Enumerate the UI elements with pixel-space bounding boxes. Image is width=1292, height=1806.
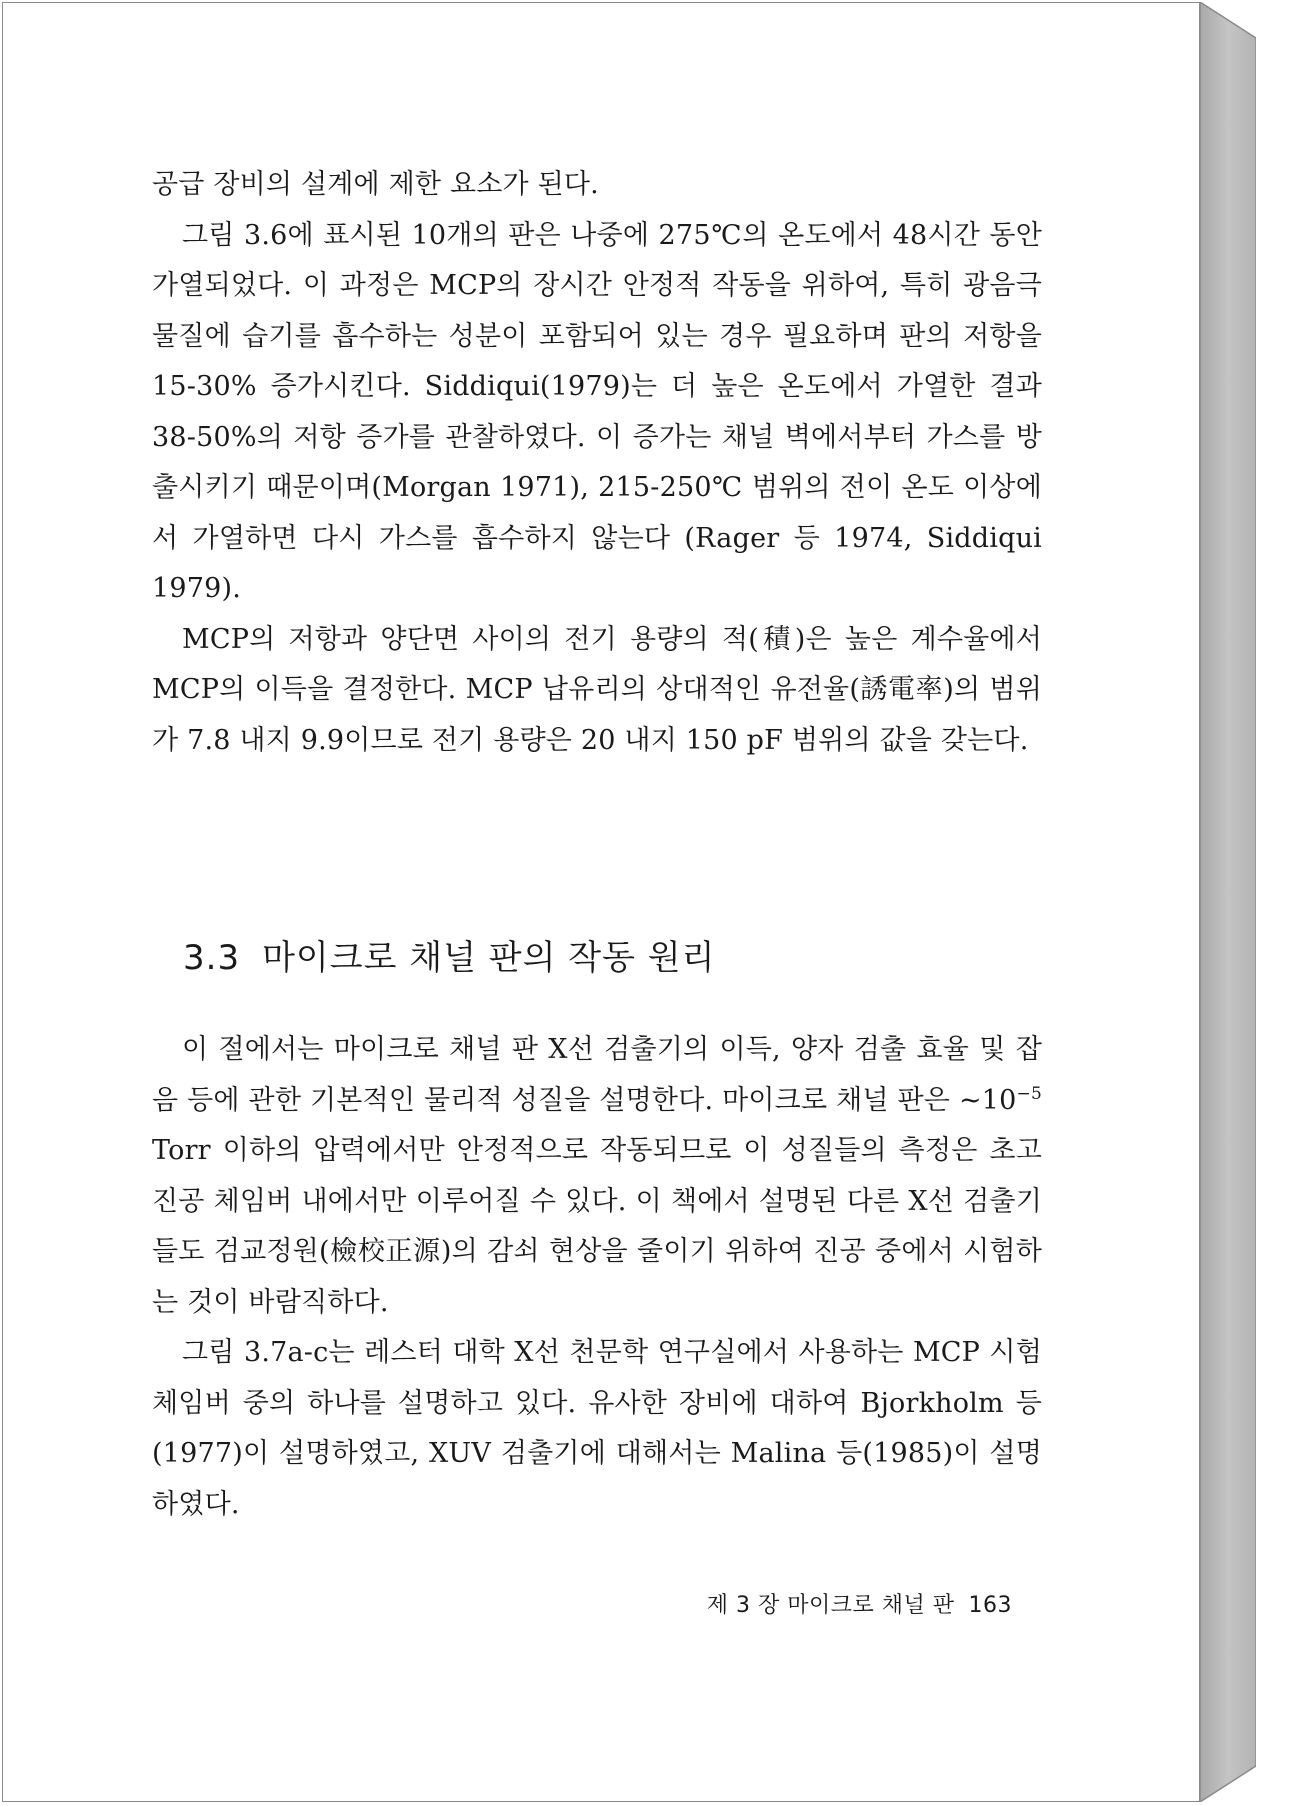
body-text-upper bbox=[152, 160, 1042, 766]
principles-text-start: 이 절에서는 마이크로 채널 판 X선 검출기의 이득, 양자 검출 효율 및 잡음 등에 관한 기본적인 물리적 성질을 설명한다. 마이크로 채널 판은 ~10 bbox=[152, 1034, 1042, 1116]
paragraph-continued: 공급 장비의 설계에 제한 요소가 된다. bbox=[152, 169, 599, 200]
section-number: 3.3 bbox=[183, 938, 241, 978]
section-title: 마이크로 채널 판의 작동 원리 bbox=[262, 938, 716, 978]
section-heading bbox=[183, 930, 715, 979]
paragraph-test-chamber: 그림 3.7a-c는 레스터 대학 X선 천문학 연구실에서 사용하는 MCP 시험 체임버 중의 하나를 설명하고 있다. 유사한 장비에 대하여 Bjorkholm 등(1977)이 설명하였고, XUV 검출기에 대해서는 Malina 등(1985)이 설명하였다. bbox=[152, 1337, 1042, 1520]
page-number: 163 bbox=[968, 1593, 1012, 1618]
body-text-lower bbox=[152, 1025, 1042, 1530]
page-stack-edge bbox=[1200, 2, 1256, 1802]
paragraph-capacitance: MCP의 저항과 양단면 사이의 전기 용량의 적(積)은 높은 계수율에서 MCP의 이득을 결정한다. MCP 납유리의 상대적인 유전율(誘電率)의 범위가 7.8 내지 9.9이므로 전기 용량은 20 내지 150 pF 범위의 값을 갖는다. bbox=[152, 623, 1042, 756]
paragraph-heating: 그림 3.6에 표시된 10개의 판은 나중에 275℃의 온도에서 48시간 동안 가열되었다. 이 과정은 MCP의 장시간 안정적 작동을 위하여, 특히 광음극 물질에 습기를 흡수하는 성분이 포함되어 있는 경우 필요하며 판의 저항을 15-30% 증가시킨다. Siddiqui(1979)는 더 높은 온도에서 가열한 결과 38-50%의 저항 증가를 관찰하였다. 이 증가는 채널 벽에서부터 가스를 방출시키기 때문이며(Morgan 1971), 215-250℃ 범위의 전이 온도 이상에서 가열하면 다시 가스를 흡수하지 않는다 (Rager 등 1974, Siddiqui 1979). bbox=[152, 219, 1042, 604]
principles-text-end: Torr 이하의 압력에서만 안정적으로 작동되므로 이 성질들의 측정은 초고진공 체임버 내에서만 이루어질 수 있다. 이 책에서 설명된 다른 X선 검출기들도 검교정원(檢校正源)의 감쇠 현상을 줄이기 위하여 진공 중에서 시험하는 것이 바람직하다. bbox=[152, 1135, 1042, 1318]
pressure-exponent: −5 bbox=[1016, 1083, 1042, 1104]
running-footer bbox=[707, 1588, 1012, 1619]
footer-chapter-title: 제 3 장 마이크로 채널 판 bbox=[706, 1593, 955, 1618]
paragraph-principles bbox=[152, 1025, 1042, 1328]
